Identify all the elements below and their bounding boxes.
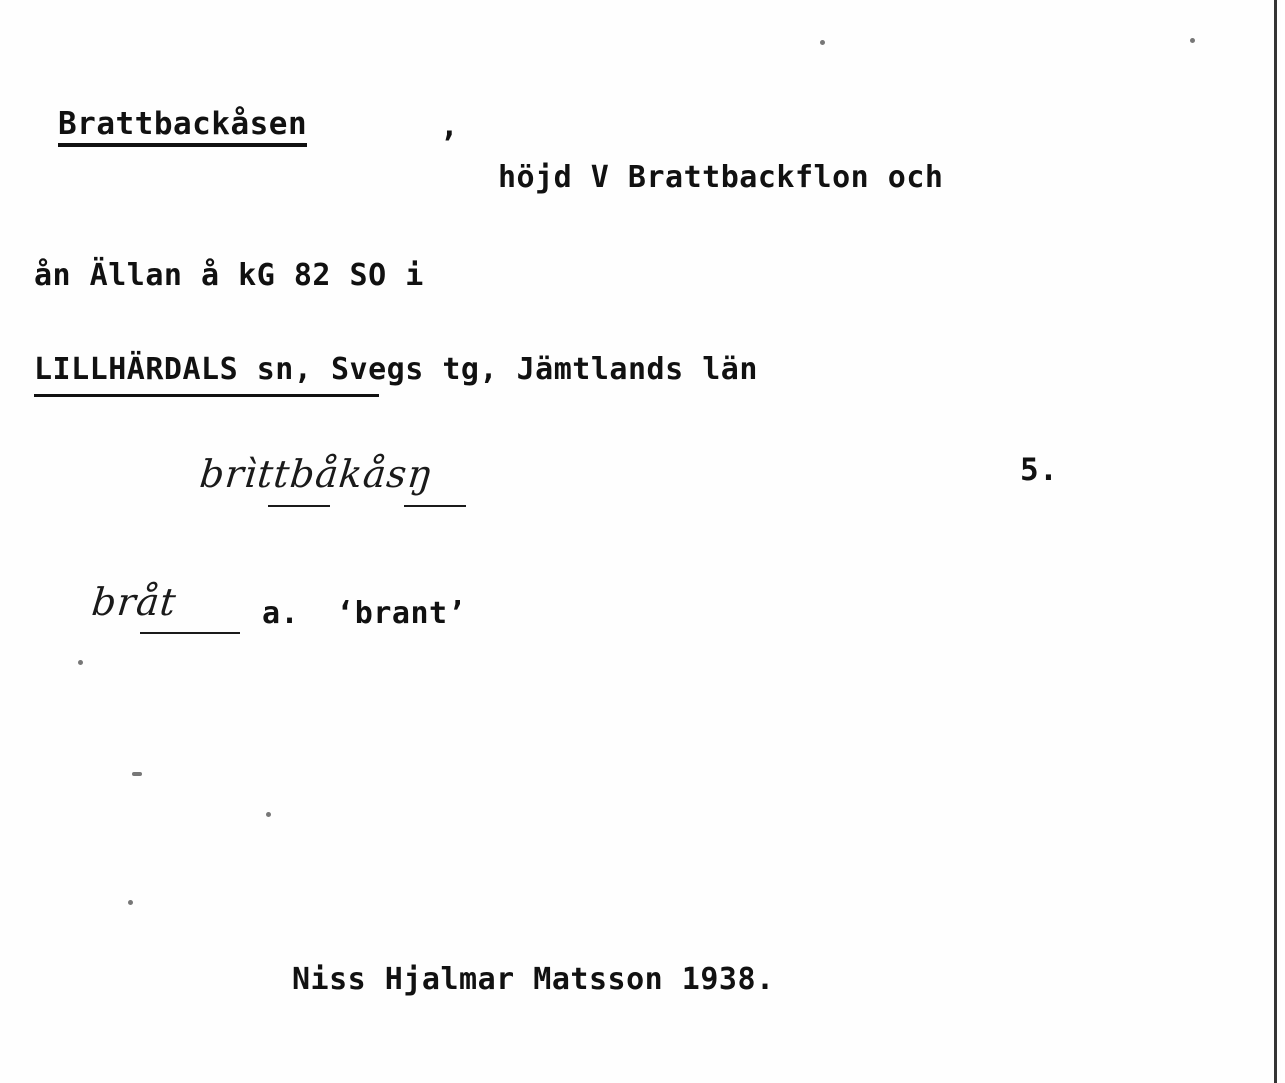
scan-speck — [128, 900, 133, 905]
card-right-margin — [1281, 0, 1285, 1083]
handwritten-pronunciation-underline-1 — [268, 505, 330, 507]
meaning-gloss: a. ‘brant’ — [262, 596, 467, 631]
handwritten-element: bråt — [89, 580, 179, 624]
scan-speck — [78, 660, 83, 665]
scan-speck — [820, 40, 825, 45]
scan-speck — [266, 812, 271, 817]
card-right-edge — [1274, 0, 1277, 1083]
headword-punctuation: , — [440, 108, 459, 144]
handwritten-element-underline — [140, 632, 240, 634]
headword: Brattbackåsen — [58, 108, 307, 147]
location-gloss-line1: höjd V Brattbackflon och — [498, 160, 944, 195]
card-number: 5. — [1020, 452, 1059, 488]
location-gloss-line2: ån Ällan å kG 82 SO i — [34, 258, 424, 293]
handwritten-pronunciation: brìttbåkåsŋ — [197, 452, 436, 496]
signature: Niss Hjalmar Matsson 1938. — [292, 962, 775, 997]
scan-speck — [1190, 38, 1195, 43]
parish-line: LILLHÄRDALS sn, Svegs tg, Jämtlands län — [34, 352, 758, 387]
parish-underline — [34, 394, 379, 397]
scan-speck — [132, 772, 142, 776]
handwritten-pronunciation-underline-2 — [404, 505, 466, 507]
